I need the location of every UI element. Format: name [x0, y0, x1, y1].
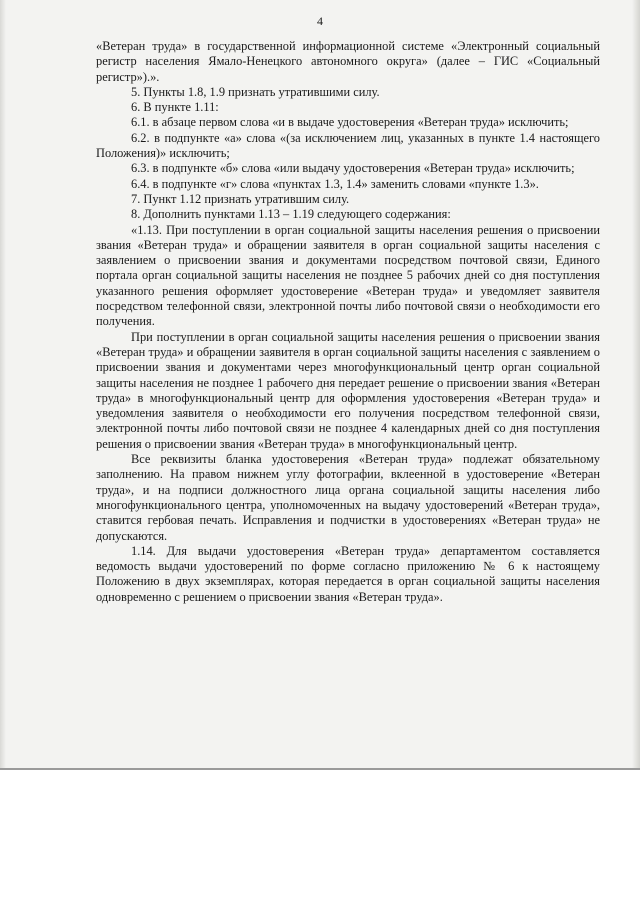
- paragraph-item-7: 7. Пункт 1.12 признать утратившим силу.: [131, 191, 350, 206]
- paragraph-clause-1-13-mfc: При поступлении в орган социальной защиты населения решения о присвоении звания «Ветеран труда» и обращении заявителя в орган социальной защиты населения с заявлением о присвоении звания и документами через многофункциональный центр орган социальной защиты населения не позднее 1 рабочего дня передает решение о присвоении звания «Ветеран труда» в многофункциональный центр для оформления удостоверения «Ветеран труда» и уведомления заявителя о необходимости его получения посредством телефонной связи, электронной почты либо почтовой связи не позднее 4 календарных дней со дня поступления решения о присвоении звания «Ветеран труда» в многофункциональный центр.: [96, 329, 600, 451]
- paragraph-item-6-3: 6.3. в подпункте «б» слова «или выдачу удостоверения «Ветеран труда» исключить;: [131, 161, 575, 176]
- paragraph-item-6-2: 6.2. в подпункте «а» слова «(за исключением лиц, указанных в пункте 1.4 настоящего Положения)» исключить;: [96, 130, 600, 161]
- paragraph-clause-1-14: 1.14. Для выдачи удостоверения «Ветеран труда» департаментом составляется ведомость выдачи удостоверений по форме согласно приложению № 6 к настоящему Положению в двух экземплярах, которая передается в орган социальной защиты населения одновременно с решением о присвоении звания «Ветеран труда».: [96, 543, 600, 604]
- paragraph-item-6-4: 6.4. в подпункте «г» слова «пунктах 1.3, 1.4» заменить словами «пункте 1.3».: [131, 176, 539, 191]
- paragraph-clause-1-13: «1.13. При поступлении в орган социальной защиты населения решения о присвоении звания «Ветеран труда» и обращении заявителя в орган социальной защиты населения с заявлением о присвоении звания и документами посредством почтовой связи, Единого портала орган социальной защиты населения не позднее 5 рабочих дней со дня поступления указанного решения оформляет удостоверение «Ветеран труда» и уведомляет заявителя посредством телефонной связи, электронной почты либо почтовой связи о необходимости его получения.: [96, 222, 600, 329]
- document-body: [96, 39, 600, 605]
- paragraph-item-5: 5. Пункты 1.8, 1.9 признать утратившими силу.: [131, 84, 380, 99]
- blank-area: [0, 772, 640, 905]
- paragraph-item-6-1: 6.1. в абзаце первом слова «и в выдаче удостоверения «Ветеран труда» исключить;: [131, 115, 569, 130]
- paragraph-item-8: 8. Дополнить пунктами 1.13 – 1.19 следующего содержания:: [131, 207, 451, 222]
- page-number: 4: [317, 14, 323, 28]
- paragraph-item-6: 6. В пункте 1.11:: [131, 100, 219, 115]
- paragraph-requisites: Все реквизиты бланка удостоверения «Ветеран труда» подлежат обязательному заполнению. На правом нижнем углу фотографии, вклеенной в удостоверение «Ветеран труда», и на подписи должностного лица органа социальной защиты населения либо многофункционального центра, уполномоченных на выдачу удостоверений «Ветеран труда», ставится гербовая печать. Исправления и подчистки в удостоверениях «Ветеран труда» не допускаются.: [96, 452, 600, 543]
- paragraph-continuation: «Ветеран труда» в государственной информационной системе «Электронный социальный регистр населения Ямало-Ненецкого автономного округа» (далее – ГИС «Социальный регистр»).».: [96, 39, 600, 84]
